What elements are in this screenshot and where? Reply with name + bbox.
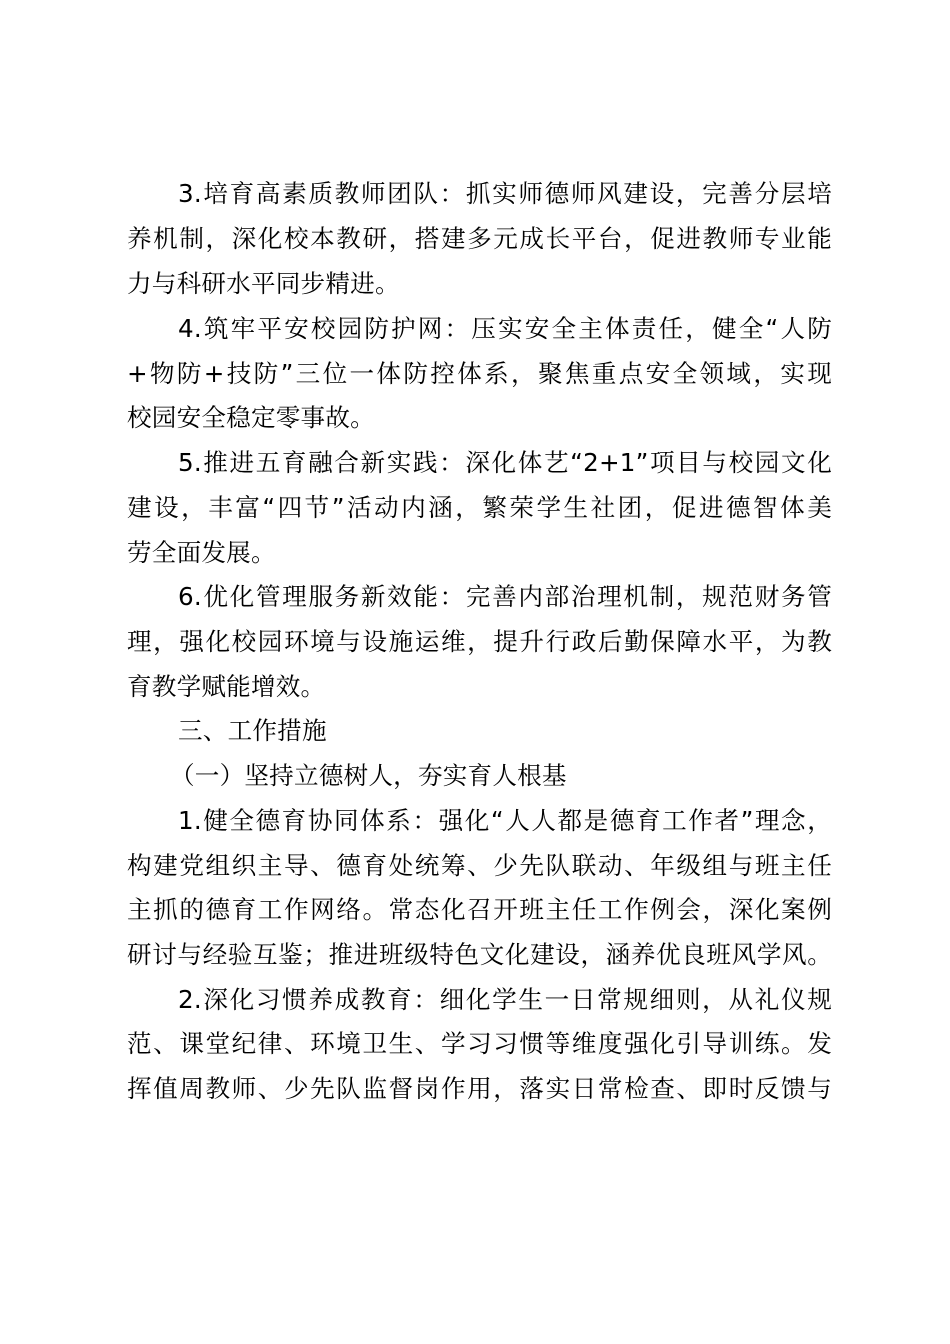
paragraph-line: 养机制，深化校本教研，搭建多元成长平台，促进教师专业能 [127,224,832,253]
section-heading: 三、工作措施 [178,716,327,745]
paragraph-line: 劳全面发展。 [127,538,276,567]
paragraph-line: 3.培育高素质教师团队：抓实师德师风建设，完善分层培 [178,179,832,208]
paragraph-line: 构建党组织主导、德育处统筹、少先队联动、年级组与班主任 [127,851,832,880]
paragraph-line: 挥值周教师、少先队监督岗作用，落实日常检查、即时反馈与 [127,1074,832,1103]
paragraph-line: 6.优化管理服务新效能：完善内部治理机制，规范财务管 [178,582,832,611]
paragraph-line: 范、课堂纪律、环境卫生、学习习惯等维度强化引导训练。发 [127,1029,832,1058]
paragraph-line: 育教学赋能增效。 [127,672,326,701]
paragraph-line: 建设，丰富“四节”活动内涵，繁荣学生社团，促进德智体美 [127,493,832,522]
paragraph-line: 力与科研水平同步精进。 [127,269,400,298]
paragraph-line: 2.深化习惯养成教育：细化学生一日常规细则，从礼仪规 [178,985,832,1014]
subsection-heading: （一）坚持立德树人，夯实育人根基 [170,761,567,790]
paragraph-line: 校园安全稳定零事故。 [127,403,375,432]
paragraph-line: +物防+技防”三位一体防控体系，聚焦重点安全领域，实现 [127,359,832,388]
paragraph-line: 4.筑牢平安校园防护网：压实安全主体责任，健全“人防 [178,314,832,343]
paragraph-line: 研讨与经验互鉴；推进班级特色文化建设，涵养优良班风学风。 [127,940,832,969]
paragraph-line: 5.推进五育融合新实践：深化体艺“2+1”项目与校园文化 [178,448,832,477]
paragraph-line: 理，强化校园环境与设施运维，提升行政后勤保障水平，为教 [127,627,832,656]
paragraph-line: 主抓的德育工作网络。常态化召开班主任工作例会，深化案例 [127,895,832,924]
paragraph-line: 1.健全德育协同体系：强化“人人都是德育工作者”理念， [178,806,832,835]
